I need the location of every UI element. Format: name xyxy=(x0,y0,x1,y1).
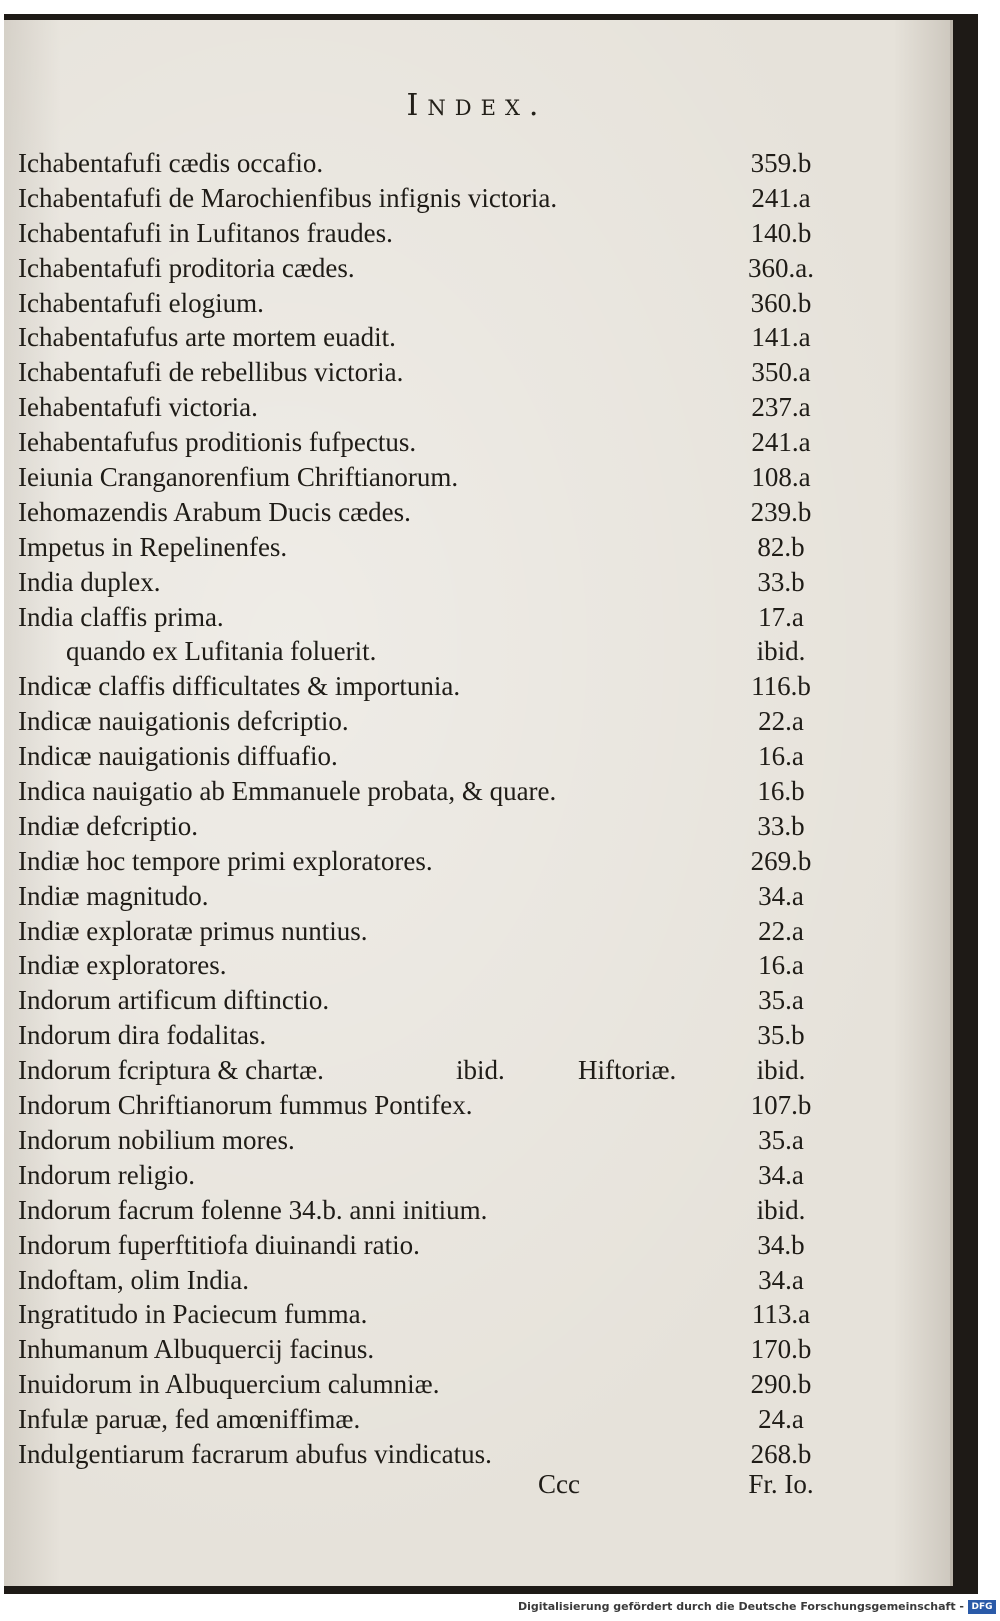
entry-term: Ichabentafufi de rebellibus victoria. xyxy=(18,357,404,388)
entry-term: Ichabentafufi in Lufitanos fraudes. xyxy=(18,217,393,248)
entry-page-ref: 16.a xyxy=(758,741,804,772)
entry-page-ref: 360.b xyxy=(750,287,812,318)
index-entry xyxy=(18,739,836,774)
entry-page-ref: 141.a xyxy=(751,322,811,353)
index-entry xyxy=(18,355,836,390)
entry-page-ref: 140.b xyxy=(750,217,812,248)
entry-page-ref: 359.b xyxy=(750,148,812,178)
entry-page-ref: 17.a xyxy=(758,601,804,632)
index-entry xyxy=(18,1053,836,1088)
entry-term: Indiæ magnitudo. xyxy=(18,880,209,911)
index-entry xyxy=(18,1018,836,1053)
index-entry xyxy=(18,530,836,565)
signature-mark: Ccc xyxy=(538,1469,580,1499)
entry-term: Ichabentafufus arte mortem euadit. xyxy=(18,322,396,353)
document-page xyxy=(4,20,953,1586)
entry-page-ref: 108.a xyxy=(751,462,811,493)
entry-page-ref: 268.b xyxy=(750,1438,812,1469)
entry-term: Indorum nobilium mores. xyxy=(18,1124,295,1155)
index-entry xyxy=(18,704,836,739)
entry-page-ref: 16.a xyxy=(758,950,804,981)
entry-term: Indoftam, olim India. xyxy=(18,1264,249,1295)
entry-page-ref: 350.a xyxy=(751,357,811,388)
entry-page-ref: 34.a xyxy=(758,1264,804,1295)
entry-page-ref: 170.b xyxy=(750,1334,812,1365)
dfg-logo-icon: DFG xyxy=(968,1600,996,1614)
entry-page-ref: 24.a xyxy=(758,1404,804,1435)
index-entry xyxy=(18,320,836,355)
index-entry xyxy=(18,983,836,1018)
entry-term: Iehabentafufi victoria. xyxy=(18,392,258,423)
index-entry xyxy=(18,1193,836,1228)
index-entry xyxy=(18,146,836,181)
entry-term: Indorum fcriptura & chartæ. xyxy=(18,1055,324,1086)
entry-inline-ref: ibid. xyxy=(456,1055,505,1086)
entry-term: Indorum facrum folenne 34.b. anni initium. xyxy=(18,1194,488,1225)
index-entry xyxy=(18,286,836,321)
index-entry xyxy=(18,774,836,809)
entry-term: Ichabentafufi cædis occafio. xyxy=(18,148,324,178)
entry-page-ref: 237.a xyxy=(751,392,811,423)
entry-page-ref: 34.a xyxy=(758,880,804,911)
entry-page-ref: 290.b xyxy=(750,1369,812,1400)
entry-term: Indiæ defcriptio. xyxy=(18,810,198,841)
entry-inline-term: Hiftoriæ. xyxy=(578,1055,677,1086)
entry-term: Ingratitudo in Paciecum fumma. xyxy=(18,1299,368,1330)
entry-page-ref: ibid. xyxy=(756,1055,806,1086)
index-entry xyxy=(18,495,836,530)
entry-term: India duplex. xyxy=(18,566,161,597)
entry-page-ref: 34.b xyxy=(757,1229,805,1260)
page-header: Index. xyxy=(406,88,548,123)
index-entry xyxy=(18,1263,836,1298)
entry-term: Impetus in Repelinenfes. xyxy=(18,531,288,562)
index-entry xyxy=(18,1088,836,1123)
entry-term: Ichabentafufi proditoria cædes. xyxy=(18,252,355,283)
entry-term: Indiæ exploratores. xyxy=(18,950,227,981)
entry-page-ref: 82.b xyxy=(757,531,805,562)
index-entry xyxy=(18,809,836,844)
index-entries xyxy=(18,146,836,1472)
entry-term: Indicæ nauigationis diffuafio. xyxy=(18,741,338,772)
index-entry xyxy=(18,1402,836,1437)
entry-term: Indorum dira fodalitas. xyxy=(18,1020,267,1051)
entry-page-ref: 34.a xyxy=(758,1159,804,1190)
index-entry xyxy=(18,251,836,286)
entry-term: Indiæ hoc tempore primi exploratores. xyxy=(18,845,433,876)
entry-term: Ieiunia Cranganorenfium Chriftianorum. xyxy=(18,462,459,493)
index-entry xyxy=(18,565,836,600)
entry-page-ref: 241.a xyxy=(751,182,811,213)
index-entry xyxy=(18,1158,836,1193)
entry-term: Ichabentafufi de Marochienfibus infignis victoria. xyxy=(18,182,558,213)
index-entry xyxy=(18,600,836,635)
index-entry xyxy=(18,1332,836,1367)
entry-page-ref: 269.b xyxy=(750,845,812,876)
entry-term: Inhumanum Albuquercij facinus. xyxy=(18,1334,375,1365)
entry-page-ref: 16.b xyxy=(757,776,805,807)
index-entry xyxy=(18,1228,836,1263)
entry-page-ref: 239.b xyxy=(750,496,812,527)
entry-page-ref: 116.b xyxy=(751,671,811,702)
entry-term: Indiæ exploratæ primus nuntius. xyxy=(18,915,368,946)
entry-page-ref: 22.a xyxy=(758,915,804,946)
index-entry xyxy=(18,1297,836,1332)
index-entry xyxy=(18,948,836,983)
index-entry xyxy=(18,1367,836,1402)
entry-page-ref: 241.a xyxy=(751,427,811,458)
index-entry xyxy=(18,460,836,495)
entry-term: Indicæ nauigationis defcriptio. xyxy=(18,706,349,737)
entry-page-ref: 35.b xyxy=(757,1020,805,1051)
entry-term: Indorum religio. xyxy=(18,1159,195,1190)
entry-term: Indorum Chriftianorum fummus Pontifex. xyxy=(18,1090,473,1121)
entry-page-ref: 33.b xyxy=(757,566,805,597)
entry-term: Infulæ paruæ, fed amœniffimæ. xyxy=(18,1404,361,1435)
entry-page-ref: 360.a. xyxy=(748,252,814,283)
entry-term: Inuidorum in Albuquercium calumniæ. xyxy=(18,1369,440,1400)
index-entry xyxy=(18,879,836,914)
index-entry xyxy=(18,844,836,879)
entry-page-ref: ibid. xyxy=(756,1194,806,1225)
entry-page-ref: 107.b xyxy=(750,1090,812,1121)
entry-term: Indorum artificum diftinctio. xyxy=(18,985,330,1016)
entry-term: India claffis prima. xyxy=(18,601,224,632)
entry-page-ref: 35.a xyxy=(758,1124,804,1155)
entry-term: Iehabentafufus proditionis fufpectus. xyxy=(18,427,417,458)
index-entry xyxy=(18,216,836,251)
entry-page-ref: ibid. xyxy=(756,636,806,667)
index-entry xyxy=(18,425,836,460)
entry-page-ref: 22.a xyxy=(758,706,804,737)
catchword: Fr. Io. xyxy=(748,1469,814,1499)
index-entry xyxy=(18,914,836,949)
entry-term: Indicæ claffis difficultates & importunia. xyxy=(18,671,461,702)
entry-page-ref: 35.a xyxy=(758,985,804,1016)
entry-page-ref: 33.b xyxy=(757,810,805,841)
index-entry xyxy=(18,669,836,704)
entry-term: Iehomazendis Arabum Ducis cædes. xyxy=(18,496,411,527)
entry-term: Indorum fuperftitiofa diuinandi ratio. xyxy=(18,1229,420,1260)
entry-term: quando ex Lufitania foluerit. xyxy=(66,636,377,667)
entry-page-ref: 113.a xyxy=(751,1299,811,1330)
index-entry xyxy=(18,181,836,216)
entry-term: Indica nauigatio ab Emmanuele probata, & quare. xyxy=(18,776,557,807)
index-entry xyxy=(18,1123,836,1158)
entry-term: Indulgentiarum facrarum abufus vindicatus. xyxy=(18,1438,492,1469)
entry-term: Ichabentafufi elogium. xyxy=(18,287,264,318)
page-footer xyxy=(18,1466,836,1502)
index-entry xyxy=(18,634,836,669)
credit-bar xyxy=(0,1598,1000,1618)
funding-credit: Digitalisierung gefördert durch die Deutsche Forschungsgemeinschaft - xyxy=(517,1600,964,1613)
index-entry xyxy=(18,390,836,425)
